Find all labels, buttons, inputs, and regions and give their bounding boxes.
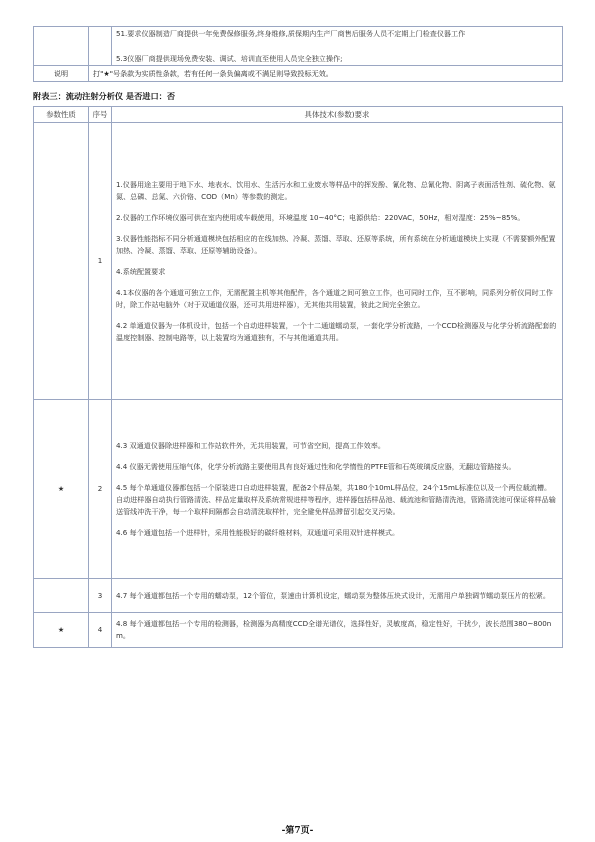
requirement-cell — [112, 400, 563, 579]
requirement-text: 4.7 每个通道都包括一个专用的蠕动泵，12个管位，泵速由计算机设定，蠕动泵为整体压块式设计，无需用户单独调节蠕动泵压片的松紧。 — [116, 590, 550, 600]
warranty-cell — [112, 27, 563, 66]
install-item: 5.3仪器厂商提供现场免费安装、调试、培训直至使用人员完全独立操作; — [116, 53, 343, 63]
spec-table — [33, 106, 563, 648]
empty-cell — [89, 27, 112, 66]
row-star-cell: ★ — [34, 400, 89, 579]
page-number: -第7页- — [281, 826, 314, 836]
requirement-text: 4.3 双通道仪器除进样器和工作站软件外，无共用装置，可节省空间，提高工作效率。 — [116, 440, 385, 450]
row-star-cell: ★ — [34, 613, 89, 648]
table-header-row — [34, 107, 563, 123]
header-requirements: 具体技术(参数)要求 — [112, 107, 563, 123]
requirement-text: 4.2 单通道仪器为一体机设计，包括一个自动进样装置，一个十二通道蠕动泵，一套化学分析流路，一个CCD检测器及与化学分析流路配套的温度控制器、控制电路等，以上装置均为通道独有，不与其他通道共用。 — [116, 320, 557, 342]
requirement-text: 1.仪器用途主要用于地下水、地表水、饮用水、生活污水和工业废水等样品中的挥发酚、氰化物、总氰化物、阴离子表面活性剂、硫化物、氨氮、总磷、总氮、六价铬、COD（Mn）等参数的测定。 — [116, 179, 556, 201]
requirement-cell — [112, 579, 563, 613]
requirement-text: 4.4 仪器无需使用压缩气体，化学分析流路主要使用具有良好通过性和化学惰性的PTFE管和石英玻璃反应器，无翻边管路接头。 — [116, 461, 516, 471]
row-number: 3 — [89, 579, 112, 613]
note-label: 说明 — [34, 66, 89, 82]
header-param-nature: 参数性质 — [34, 107, 89, 123]
section-title: 附表三：流动注射分析仪 是否进口：否 — [33, 91, 176, 101]
header-seq: 序号 — [89, 107, 112, 123]
requirement-text: 4.系统配置要求 — [116, 266, 166, 276]
warranty-table — [33, 26, 563, 82]
row-star-cell — [34, 123, 89, 400]
row-number: 4 — [89, 613, 112, 648]
requirement-text: 2.仪器的工作环境仪器可供在室内使用或车载使用，环境温度 10~40°C；电源供给：220VAC，50Hz，相对湿度：25%~85%。 — [116, 212, 525, 222]
requirement-text: 4.6 每个通道包括一个进样针，采用性能极好的碳纤维材料，双通道可采用双针进样模式。 — [116, 527, 400, 537]
requirement-cell — [112, 123, 563, 400]
table-row — [34, 123, 563, 400]
table-row — [34, 400, 563, 579]
row-number: 1 — [89, 123, 112, 400]
table-row — [34, 27, 563, 66]
requirement-text: 4.1本仪器的各个通道可独立工作，无需配置主机等其他配件，各个通道之间可独立工作，也可同时工作，互不影响，同系列分析仪同时工作时，除工作站电脑外（对于双通道仪器，还可共用进样器），无其他共用装置，彼此之间完全独立。 — [116, 287, 553, 309]
note-text: 打"★"号条款为实质性条款，若有任何一条负偏离或不满足则导致投标无效。 — [89, 66, 563, 82]
row-star-cell — [34, 579, 89, 613]
table-row — [34, 579, 563, 613]
row-number: 2 — [89, 400, 112, 579]
requirement-text: 3.仪器性能指标不同分析通道模块包括相应的在线加热、冷凝、蒸馏、萃取、还原等系统，所有系统在分析通道模块上实现（不需要额外配置加热、冷凝、蒸馏、萃取、还原等辅助设备）。 — [116, 233, 556, 255]
requirement-text: 4.5 每个单通道仪器都包括一个原装进口自动进样装置，配备2个样品架，共180个10mL样品位，24个15mL标准位以及一个两位载流槽。自动进样器自动执行管路清洗、样品定量取样及系统常规进样等程序，进样器包括样品池、载流池和管路清洗池，管路清洗池可保证将样品输送管线冲洗干净，每一个取样间隔都会自动清洗取样针，完全避免样品滞留引起交叉污染。 — [116, 482, 556, 516]
warranty-item: 51.要求仪器制造厂商提供一年免费保修服务,终身维修,质保期内生产厂商售后服务人员不定期上门检查仪器工作 — [116, 28, 466, 38]
requirement-cell — [112, 613, 563, 648]
table-row — [34, 613, 563, 648]
empty-cell — [34, 27, 89, 66]
requirement-text: 4.8 每个通道都包括一个专用的检测器，检测器为高精度CCD全谱光谱仪，选择性好，灵敏度高，稳定性好，干扰少，波长范围380~800nm。 — [116, 619, 552, 640]
table-row — [34, 66, 563, 82]
